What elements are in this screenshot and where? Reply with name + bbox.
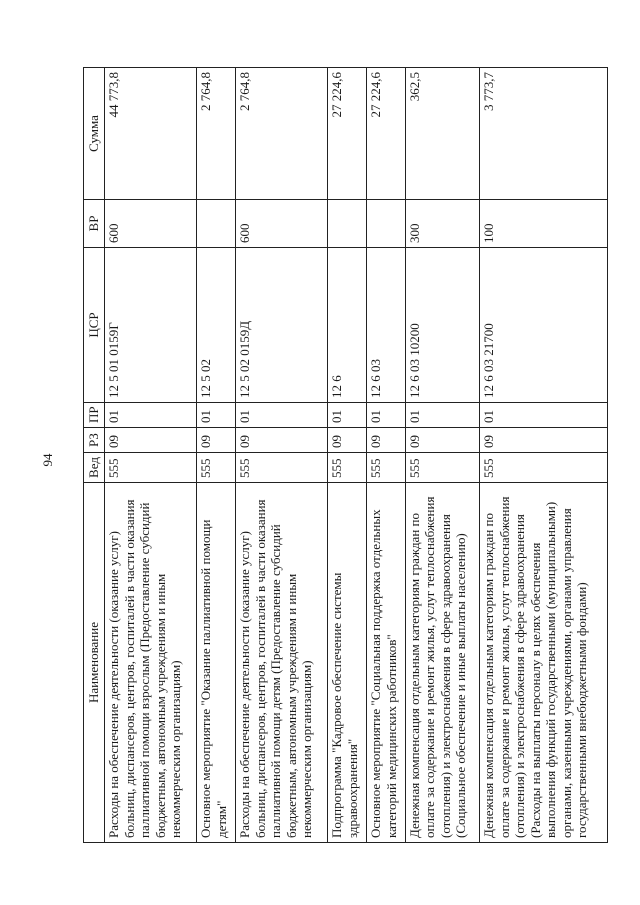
header-pr: ПР bbox=[84, 403, 105, 428]
cell-name: Расходы на обеспечение деятельности (оказание услуг) больниц, диспансеров, центров, госпиталей в части оказания паллиативной помощи детям (Предоставление субсидий бюджетным, автономным учреждениям и иным некоммерческим организациям) bbox=[236, 483, 328, 843]
cell-name: Денежная компенсация отдельным категориям граждан по оплате за содержание и ремонт жилья, услуг теплоснабжения (отопления) и электроснабжения в сфере здравоохранения (Расходы на выплаты персоналу в целях обеспечения выполнения функций государственными (муниципальными) органами, казенными учреждениями, органами управления государственными внебюджетными фондами) bbox=[480, 483, 608, 843]
header-rz: РЗ bbox=[84, 428, 105, 453]
cell-rz: 09 bbox=[405, 428, 479, 453]
cell-ved: 555 bbox=[367, 453, 406, 483]
cell-name: Основное мероприятие "Социальная поддержка отдельных категорий медицинских работников" bbox=[367, 483, 406, 843]
cell-vr bbox=[328, 200, 367, 248]
cell-sum: 3 773,7 bbox=[480, 68, 608, 200]
cell-ved: 555 bbox=[328, 453, 367, 483]
cell-pr: 01 bbox=[105, 403, 197, 428]
table-row bbox=[236, 68, 328, 843]
cell-csr: 12 5 01 0159Г bbox=[105, 248, 197, 403]
table-row bbox=[480, 68, 608, 843]
cell-name: Расходы на обеспечение деятельности (оказание услуг) больниц, диспансеров, центров, госпиталей в части оказания паллиативной помощи взрослым (Предоставление субсидий бюджетным, автономным учреждениям и иным некоммерческим организациям) bbox=[105, 483, 197, 843]
cell-name: Денежная компенсация отдельным категориям граждан по оплате за содержание и ремонт жилья, услуг теплоснабжения (отопления) и электроснабжения в сфере здравоохранения (Социальное обеспечение и иные выплаты населению) bbox=[405, 483, 479, 843]
cell-sum: 44 773,8 bbox=[105, 68, 197, 200]
table-row bbox=[328, 68, 367, 843]
table-row bbox=[405, 68, 479, 843]
cell-name: Основное мероприятие "Оказание паллиативной помощи детям" bbox=[197, 483, 236, 843]
cell-rz: 09 bbox=[197, 428, 236, 453]
cell-csr: 12 6 03 10200 bbox=[405, 248, 479, 403]
cell-pr: 01 bbox=[480, 403, 608, 428]
cell-csr: 12 6 bbox=[328, 248, 367, 403]
cell-sum: 362,5 bbox=[405, 68, 479, 200]
cell-vr: 600 bbox=[105, 200, 197, 248]
cell-pr: 01 bbox=[405, 403, 479, 428]
cell-vr: 300 bbox=[405, 200, 479, 248]
cell-ved: 555 bbox=[105, 453, 197, 483]
header-csr: ЦСР bbox=[84, 248, 105, 403]
cell-sum: 27 224,6 bbox=[367, 68, 406, 200]
cell-sum: 27 224,6 bbox=[328, 68, 367, 200]
cell-ved: 555 bbox=[236, 453, 328, 483]
cell-rz: 09 bbox=[328, 428, 367, 453]
cell-pr: 01 bbox=[236, 403, 328, 428]
cell-rz: 09 bbox=[105, 428, 197, 453]
cell-vr bbox=[197, 200, 236, 248]
cell-pr: 01 bbox=[197, 403, 236, 428]
table-row bbox=[197, 68, 236, 843]
rotated-table-container bbox=[83, 68, 608, 843]
cell-vr bbox=[367, 200, 406, 248]
cell-pr: 01 bbox=[367, 403, 406, 428]
cell-vr: 100 bbox=[480, 200, 608, 248]
cell-name: Подпрограмма "Кадровое обеспечение системы здравоохранения" bbox=[328, 483, 367, 843]
cell-ved: 555 bbox=[480, 453, 608, 483]
cell-rz: 09 bbox=[367, 428, 406, 453]
cell-sum: 2 764,8 bbox=[236, 68, 328, 200]
cell-sum: 2 764,8 bbox=[197, 68, 236, 200]
header-sum: Сумма bbox=[84, 68, 105, 200]
cell-rz: 09 bbox=[236, 428, 328, 453]
budget-table bbox=[83, 67, 608, 843]
cell-csr: 12 6 03 21700 bbox=[480, 248, 608, 403]
table-header-row bbox=[84, 68, 105, 843]
cell-ved: 555 bbox=[197, 453, 236, 483]
cell-vr: 600 bbox=[236, 200, 328, 248]
cell-rz: 09 bbox=[480, 428, 608, 453]
header-name: Наименование bbox=[84, 483, 105, 843]
header-vr: ВР bbox=[84, 200, 105, 248]
table-row bbox=[367, 68, 406, 843]
cell-csr: 12 6 03 bbox=[367, 248, 406, 403]
page-number: 94 bbox=[40, 453, 55, 467]
cell-csr: 12 5 02 0159Д bbox=[236, 248, 328, 403]
cell-csr: 12 5 02 bbox=[197, 248, 236, 403]
cell-pr: 01 bbox=[328, 403, 367, 428]
table-row bbox=[105, 68, 197, 843]
header-ved: Вед bbox=[84, 453, 105, 483]
cell-ved: 555 bbox=[405, 453, 479, 483]
